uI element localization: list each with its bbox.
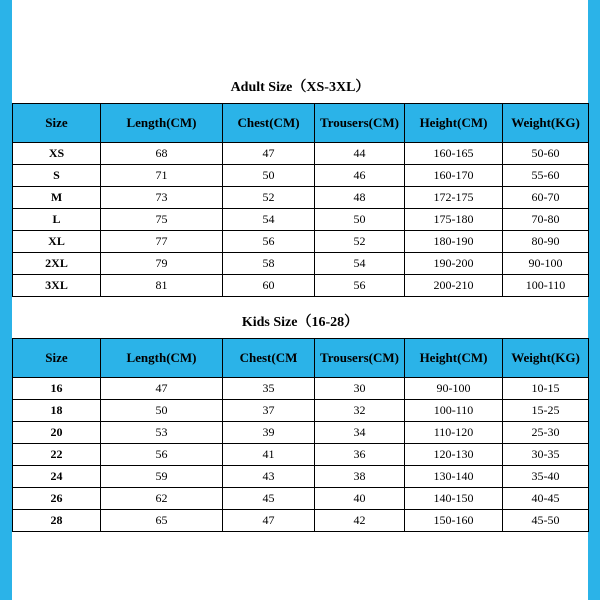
cell-chest: 50 <box>223 165 315 187</box>
cell-length: 53 <box>101 422 223 444</box>
cell-length: 75 <box>101 209 223 231</box>
column-header-height: Height(CM) <box>405 104 503 143</box>
cell-height: 140-150 <box>405 488 503 510</box>
cell-height: 110-120 <box>405 422 503 444</box>
adult-size-table <box>12 103 589 297</box>
cell-trousers: 46 <box>315 165 405 187</box>
cell-height: 160-170 <box>405 165 503 187</box>
cell-chest: 39 <box>223 422 315 444</box>
cell-weight: 45-50 <box>503 510 589 532</box>
cell-trousers: 40 <box>315 488 405 510</box>
cell-length: 79 <box>101 253 223 275</box>
cell-weight: 50-60 <box>503 143 589 165</box>
table-row <box>13 378 589 400</box>
table-row <box>13 253 589 275</box>
cell-chest: 58 <box>223 253 315 275</box>
cell-height: 130-140 <box>405 466 503 488</box>
column-header-weight: Weight(KG) <box>503 104 589 143</box>
cell-length: 77 <box>101 231 223 253</box>
kids-section-title: Kids Size（16-28） <box>241 315 359 330</box>
cell-height: 172-175 <box>405 187 503 209</box>
cell-length: 71 <box>101 165 223 187</box>
table-row <box>13 231 589 253</box>
cell-weight: 40-45 <box>503 488 589 510</box>
cell-chest: 43 <box>223 466 315 488</box>
cell-size: S <box>13 165 101 187</box>
cell-size: M <box>13 187 101 209</box>
cell-trousers: 52 <box>315 231 405 253</box>
cell-chest: 52 <box>223 187 315 209</box>
left-color-band <box>0 0 12 600</box>
table-row <box>13 209 589 231</box>
cell-size: 3XL <box>13 275 101 297</box>
cell-trousers: 30 <box>315 378 405 400</box>
cell-weight: 55-60 <box>503 165 589 187</box>
table-row <box>13 444 589 466</box>
cell-length: 68 <box>101 143 223 165</box>
cell-length: 62 <box>101 488 223 510</box>
cell-size: 26 <box>13 488 101 510</box>
cell-size: 16 <box>13 378 101 400</box>
column-header-size: Size <box>13 104 101 143</box>
cell-length: 47 <box>101 378 223 400</box>
cell-weight: 35-40 <box>503 466 589 488</box>
cell-chest: 37 <box>223 400 315 422</box>
cell-weight: 80-90 <box>503 231 589 253</box>
cell-trousers: 54 <box>315 253 405 275</box>
cell-chest: 47 <box>223 143 315 165</box>
cell-length: 50 <box>101 400 223 422</box>
cell-weight: 30-35 <box>503 444 589 466</box>
cell-length: 59 <box>101 466 223 488</box>
cell-trousers: 34 <box>315 422 405 444</box>
cell-height: 160-165 <box>405 143 503 165</box>
adult-size-section <box>12 76 588 297</box>
table-row <box>13 488 589 510</box>
cell-chest: 47 <box>223 510 315 532</box>
cell-height: 200-210 <box>405 275 503 297</box>
size-chart-content <box>12 0 588 600</box>
table-row <box>13 187 589 209</box>
cell-weight: 60-70 <box>503 187 589 209</box>
table-row <box>13 510 589 532</box>
column-header-length: Length(CM) <box>101 339 223 378</box>
cell-height: 175-180 <box>405 209 503 231</box>
cell-chest: 56 <box>223 231 315 253</box>
table-row <box>13 466 589 488</box>
column-header-chest: Chest(CM <box>223 339 315 378</box>
cell-height: 190-200 <box>405 253 503 275</box>
column-header-trousers: Trousers(CM) <box>315 339 405 378</box>
cell-weight: 10-15 <box>503 378 589 400</box>
table-header-row <box>13 339 589 378</box>
cell-chest: 41 <box>223 444 315 466</box>
cell-weight: 25-30 <box>503 422 589 444</box>
cell-size: 28 <box>13 510 101 532</box>
table-row <box>13 143 589 165</box>
table-row <box>13 165 589 187</box>
cell-size: 20 <box>13 422 101 444</box>
cell-size: XL <box>13 231 101 253</box>
kids-size-table <box>12 338 589 532</box>
cell-height: 180-190 <box>405 231 503 253</box>
cell-chest: 60 <box>223 275 315 297</box>
cell-trousers: 42 <box>315 510 405 532</box>
cell-trousers: 50 <box>315 209 405 231</box>
column-header-trousers: Trousers(CM) <box>315 104 405 143</box>
cell-size: 2XL <box>13 253 101 275</box>
cell-height: 100-110 <box>405 400 503 422</box>
cell-trousers: 48 <box>315 187 405 209</box>
cell-weight: 90-100 <box>503 253 589 275</box>
cell-weight: 70-80 <box>503 209 589 231</box>
cell-length: 73 <box>101 187 223 209</box>
cell-weight: 15-25 <box>503 400 589 422</box>
table-header-row <box>13 104 589 143</box>
cell-chest: 35 <box>223 378 315 400</box>
cell-chest: 45 <box>223 488 315 510</box>
column-header-size: Size <box>13 339 101 378</box>
cell-trousers: 56 <box>315 275 405 297</box>
cell-length: 81 <box>101 275 223 297</box>
cell-height: 150-160 <box>405 510 503 532</box>
cell-chest: 54 <box>223 209 315 231</box>
table-row <box>13 400 589 422</box>
cell-length: 56 <box>101 444 223 466</box>
cell-trousers: 38 <box>315 466 405 488</box>
right-color-band <box>588 0 600 600</box>
cell-height: 90-100 <box>405 378 503 400</box>
kids-size-section <box>12 311 588 532</box>
cell-weight: 100-110 <box>503 275 589 297</box>
table-row <box>13 422 589 444</box>
cell-size: 22 <box>13 444 101 466</box>
adult-section-title: Adult Size（XS-3XL） <box>230 80 370 95</box>
cell-length: 65 <box>101 510 223 532</box>
cell-size: L <box>13 209 101 231</box>
table-row <box>13 275 589 297</box>
cell-trousers: 32 <box>315 400 405 422</box>
column-header-chest: Chest(CM) <box>223 104 315 143</box>
cell-size: 24 <box>13 466 101 488</box>
column-header-weight: Weight(KG) <box>503 339 589 378</box>
cell-size: XS <box>13 143 101 165</box>
cell-trousers: 44 <box>315 143 405 165</box>
cell-height: 120-130 <box>405 444 503 466</box>
cell-trousers: 36 <box>315 444 405 466</box>
column-header-length: Length(CM) <box>101 104 223 143</box>
column-header-height: Height(CM) <box>405 339 503 378</box>
cell-size: 18 <box>13 400 101 422</box>
